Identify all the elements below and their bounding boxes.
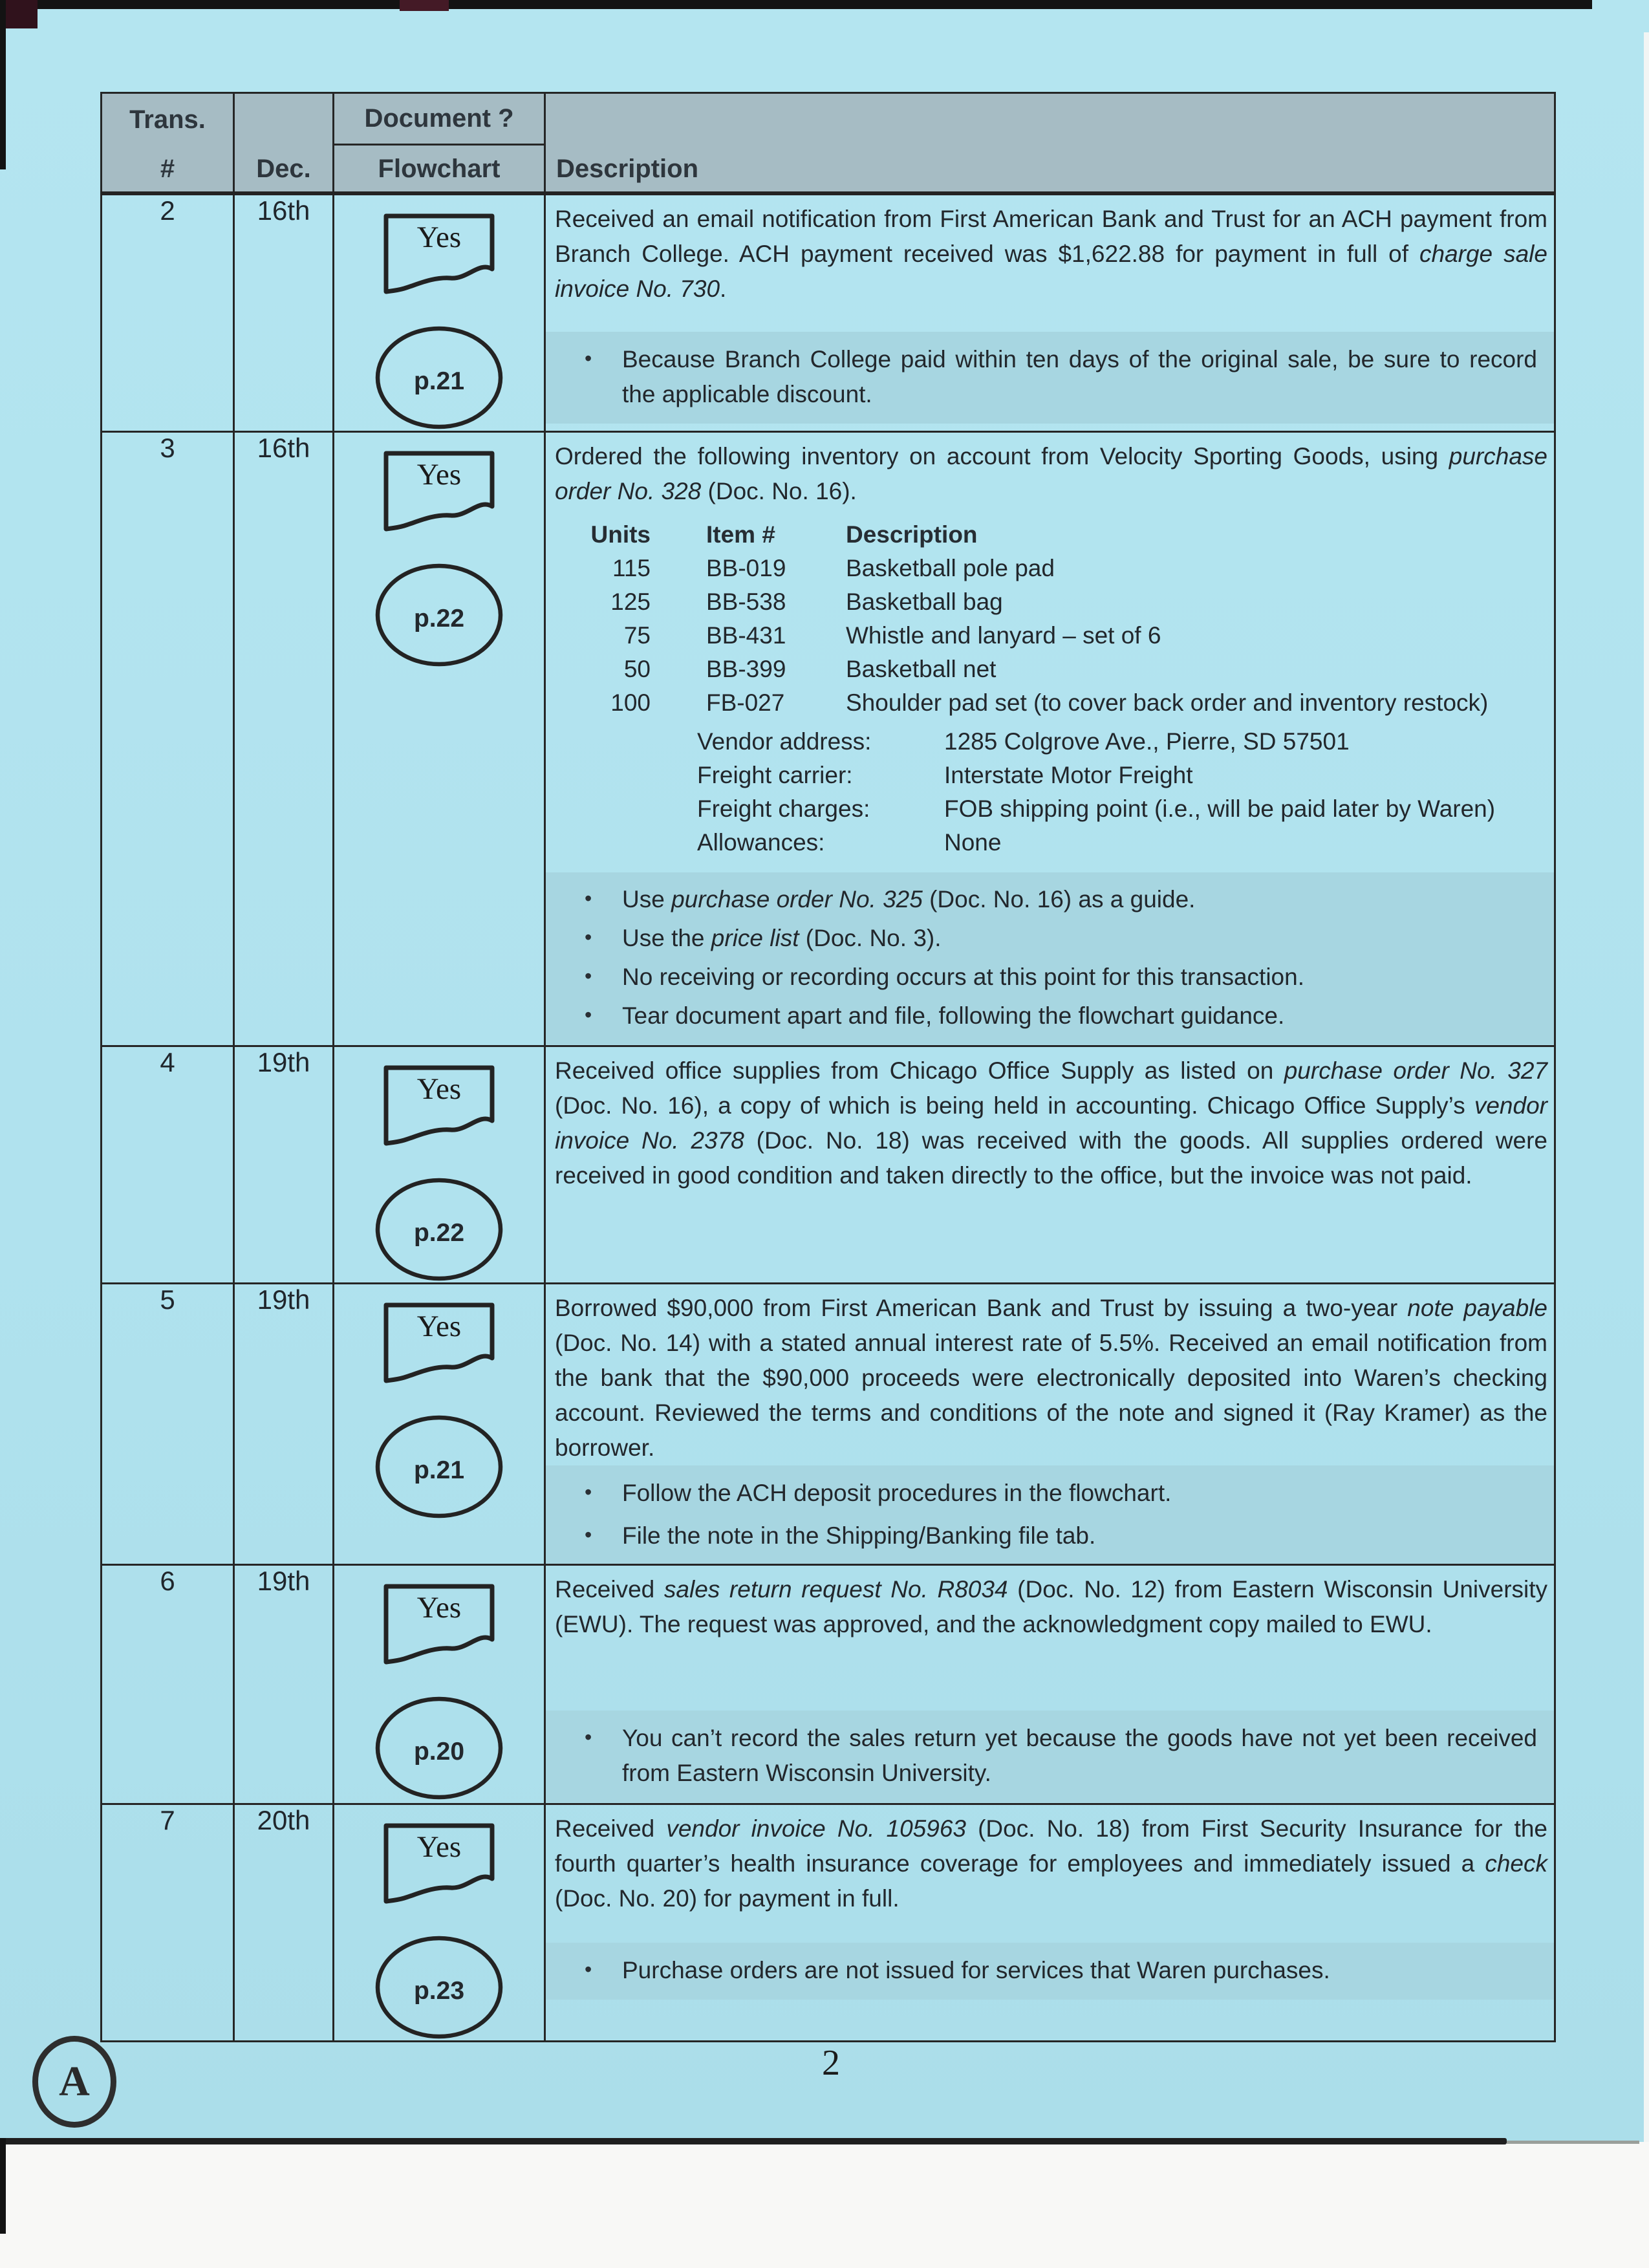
- transaction-date: 20th: [234, 1804, 334, 2042]
- note-bullet: • Tear document apart and file, following the flowchart guidance.: [546, 999, 1537, 1033]
- highlighted-notes: [546, 332, 1554, 424]
- table-header-row: [102, 93, 1555, 194]
- header-description: [545, 93, 1555, 194]
- circled-a-stamp: A: [32, 2036, 116, 2128]
- order-details-list: [697, 725, 1547, 859]
- description-paragraph: Received sales return request No. R8034 (Doc. No. 12) from Eastern Wisconsin University (EWU). The request was approved, and the acknowledgment copy mailed to EWU.: [555, 1576, 1548, 1637]
- transaction-number: 2: [102, 193, 234, 432]
- page-reference-ellipse-icon: [374, 562, 504, 668]
- header-date: [234, 93, 334, 194]
- note-bullet: • Use the price list (Doc. No. 3).: [546, 922, 1537, 955]
- document-flowchart-icon: [382, 449, 496, 535]
- flowchart-cell: [334, 193, 545, 432]
- items-table-row: 125 BB-538 Basketball bag: [610, 589, 1003, 615]
- description-cell: [545, 432, 1555, 1046]
- description-cell: [545, 193, 1555, 432]
- document-answer-label: Yes: [416, 1591, 462, 1625]
- transaction-row: [102, 1046, 1555, 1284]
- page-reference-label: p.20: [413, 1738, 465, 1766]
- description-paragraph: Ordered the following inventory on account from Velocity Sporting Goods, using purchase order No. 328 (Doc. No. 16).: [555, 443, 1547, 504]
- note-bullet: • File the note in the Shipping/Banking file tab.: [546, 1518, 1537, 1553]
- transaction-date: 16th: [234, 432, 334, 1046]
- description-cell: [545, 1284, 1555, 1565]
- scan-edge-left: [0, 0, 6, 169]
- page-reference-ellipse-icon: [374, 1176, 504, 1282]
- document-flowchart-icon: [382, 212, 496, 297]
- transaction-row: [102, 1804, 1555, 2042]
- document-flowchart-icon: [382, 1582, 496, 1668]
- transaction-date: 19th: [234, 1565, 334, 1804]
- scan-top-dash: [400, 0, 449, 11]
- header-trans-number: [102, 93, 234, 194]
- transaction-number: 4: [102, 1046, 234, 1284]
- note-bullet: • Follow the ACH deposit procedures in the flowchart.: [546, 1476, 1537, 1511]
- document-answer-label: Yes: [416, 221, 462, 254]
- description-paragraph: Received office supplies from Chicago Office Supply as listed on purchase order No. 327 (Doc. No. 16), a copy of which is being held in accounting. Chicago Office Supply’s vendor invoice No. 2378 (Doc. No. 18) was received with the goods. All supplies ordered were received in good condition and taken directly to the office, but the invoice was not paid.: [555, 1057, 1548, 1189]
- transaction-row: [102, 193, 1555, 432]
- transaction-date: 19th: [234, 1046, 334, 1284]
- description-cell: [545, 1046, 1555, 1284]
- description-paragraph: Received vendor invoice No. 105963 (Doc. No. 18) from First Security Insurance for the fourth quarter’s health insurance coverage for employees and immediately issued a check (Doc. No. 20) for payment in full.: [555, 1815, 1547, 1912]
- description-cell: [545, 1565, 1555, 1804]
- page-reference-ellipse-icon: [374, 325, 504, 431]
- scan-edge-right: [1644, 32, 1649, 2142]
- description-paragraph: Received an email notification from First American Bank and Trust for an ACH payment from Branch College. ACH payment received was $1,622.88 for payment in full of charge sale invoice No. 730.: [555, 206, 1547, 302]
- order-detail-line: Vendor address: 1285 Colgrove Ave., Pierre, SD 57501: [697, 728, 1350, 755]
- transaction-date: 19th: [234, 1284, 334, 1565]
- page-reference-label: p.21: [413, 367, 465, 395]
- flowchart-cell: [334, 1804, 545, 2042]
- highlighted-notes: [546, 1711, 1554, 1802]
- page-reference-ellipse-icon: [374, 1414, 504, 1520]
- flowchart-cell: [334, 1046, 545, 1284]
- note-bullet: • Use purchase order No. 325 (Doc. No. 16) as a guide.: [546, 883, 1537, 916]
- page-reference-label: p.22: [413, 1219, 465, 1247]
- page-bottom-shadow: [0, 2138, 1507, 2144]
- header-document-flowchart: [334, 93, 545, 194]
- flowchart-cell: [334, 1284, 545, 1565]
- note-bullet: • Because Branch College paid within ten days of the original sale, be sure to record the applicable discount.: [546, 342, 1537, 412]
- note-bullet: • You can’t record the sales return yet because the goods have not yet been received from Eastern Wisconsin University.: [546, 1721, 1537, 1791]
- transactions-table: [100, 92, 1556, 2042]
- page-bottom-shadow-light: [1507, 2141, 1639, 2144]
- header-date-label: Dec.: [256, 155, 311, 183]
- header-flowchart-label: Flowchart: [378, 155, 501, 183]
- description-paragraph: Borrowed $90,000 from First American Bank and Trust by issuing a two-year note payable (Doc. No. 14) with a stated annual interest rate of 5.5%. Received an email notification from the bank that the $90,000 proceeds were electronically deposited into Waren’s checking account. Reviewed the terms and conditions of the note and signed it (Ray Kramer) as the borrower.: [555, 1295, 1548, 1461]
- items-table-row: 75 BB-431 Whistle and lanyard – set of 6: [623, 622, 1161, 649]
- order-detail-line: Freight carrier: Interstate Motor Freight: [697, 762, 1193, 788]
- scan-edge-top: [0, 0, 1592, 9]
- note-bullet: • Purchase orders are not issued for services that Waren purchases.: [546, 1953, 1537, 1988]
- document-answer-label: Yes: [416, 1830, 462, 1864]
- flowchart-cell: [334, 432, 545, 1046]
- flowchart-cell: [334, 1565, 545, 1804]
- transaction-date: 16th: [234, 193, 334, 432]
- header-document-label: Document ?: [334, 94, 544, 146]
- note-bullet: • No receiving or recording occurs at this point for this transaction.: [546, 960, 1537, 994]
- items-table-row: 50 BB-399 Basketball net: [623, 656, 997, 682]
- items-table-row: 100 FB-027 Shoulder pad set (to cover back order and inventory restock): [610, 689, 1489, 716]
- document-flowchart-icon: [382, 1064, 496, 1149]
- items-table-header: Units Item # Description: [590, 521, 978, 548]
- transaction-row: [102, 1565, 1555, 1804]
- description-cell: [545, 1804, 1555, 2042]
- document-answer-label: Yes: [416, 1072, 462, 1106]
- transaction-number: 5: [102, 1284, 234, 1565]
- transaction-row: [102, 432, 1555, 1046]
- page-reference-ellipse-icon: [374, 1934, 504, 2040]
- header-number-sign: #: [160, 155, 175, 183]
- highlighted-notes: [546, 872, 1554, 1044]
- order-detail-line: Freight charges: FOB shipping point (i.e., will be paid later by Waren): [697, 795, 1496, 822]
- document-answer-label: Yes: [416, 1310, 462, 1343]
- ordered-items-table: [588, 518, 1547, 720]
- header-trans-label: Trans.: [129, 105, 206, 134]
- highlighted-notes: [546, 1943, 1554, 2000]
- page-reference-ellipse-icon: [374, 1695, 504, 1801]
- transaction-row: [102, 1284, 1555, 1565]
- page-reference-label: p.21: [413, 1456, 465, 1484]
- transaction-number: 7: [102, 1804, 234, 2042]
- transaction-number: 6: [102, 1565, 234, 1804]
- page-reference-label: p.22: [413, 605, 465, 632]
- page-number: 2: [822, 2043, 840, 2083]
- transaction-number: 3: [102, 432, 234, 1046]
- items-table-row: 115 BB-019 Basketball pole pad: [612, 555, 1055, 581]
- header-description-label: Description: [556, 155, 699, 183]
- order-detail-line: Allowances: None: [697, 829, 1002, 856]
- page-reference-label: p.23: [413, 1977, 465, 2005]
- scan-edge-bottom-left: [0, 2138, 6, 2234]
- document-answer-label: Yes: [416, 458, 462, 491]
- document-flowchart-icon: [382, 1822, 496, 1907]
- highlighted-notes: [546, 1465, 1554, 1565]
- document-flowchart-icon: [382, 1301, 496, 1387]
